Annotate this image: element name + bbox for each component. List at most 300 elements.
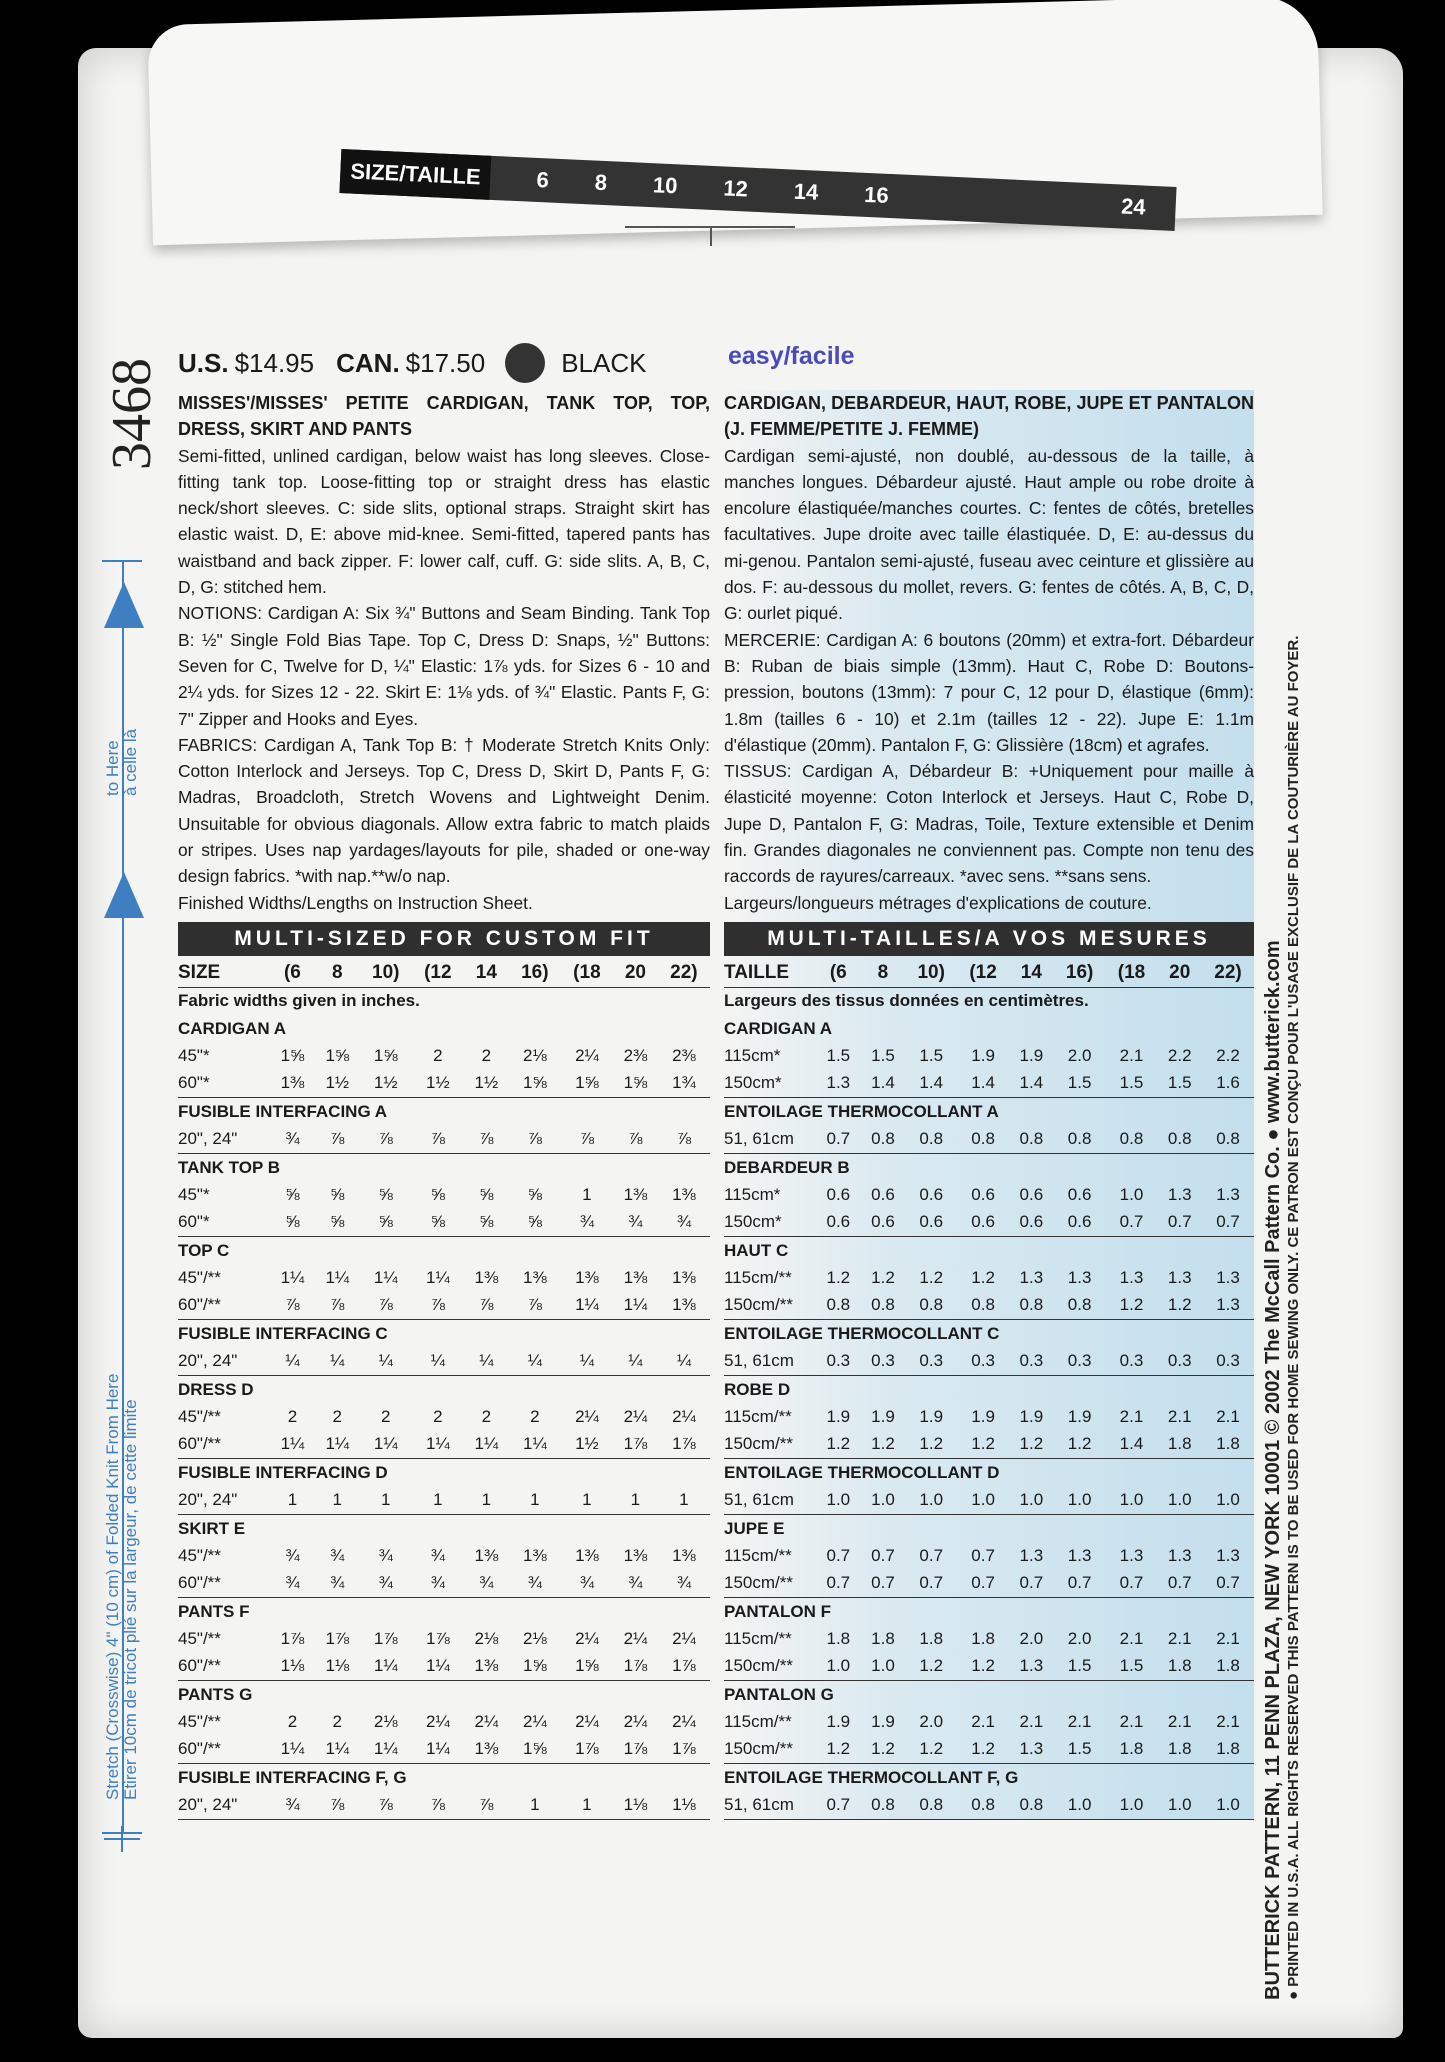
- yardage-cell: 1: [270, 1487, 315, 1515]
- size-header-row: [178, 960, 710, 988]
- yardage-cell: 1.8: [1202, 1431, 1254, 1459]
- section-name: ENTOILAGE THERMOCOLLANT F, G: [724, 1767, 1019, 1787]
- fabric-width-label: 150cm/**: [724, 1570, 816, 1598]
- yardage-cell: 1.8: [826, 1629, 851, 1649]
- yardage-cell: ¾: [430, 1546, 445, 1566]
- yardage-cell: 0.8: [1054, 1292, 1106, 1320]
- yardage-cell: 1.4: [861, 1070, 906, 1098]
- gauge-text: Etirer 10cm de tricot plié sur la largeur, de cette limite: [121, 1399, 140, 1800]
- section-row: [178, 1597, 710, 1626]
- yardage-cell: ⅞: [315, 1292, 360, 1320]
- yardage-cell: 1½: [561, 1431, 613, 1459]
- yardage-cell: 1.4: [1009, 1070, 1054, 1098]
- yardage-cell: 0.7: [1157, 1209, 1202, 1237]
- yardage-cell: 1⅞: [373, 1629, 398, 1649]
- section-row: [724, 1015, 1254, 1043]
- fabrics-label: TISSUS:: [724, 761, 792, 782]
- yardage-cell: ⅞: [464, 1292, 509, 1320]
- yardage-cell: 1.3: [1216, 1185, 1240, 1205]
- yardage-cell: 1⅛: [315, 1653, 360, 1681]
- fabric-width-label: 115cm*: [724, 1185, 781, 1205]
- yardage-cell: 2⅛: [522, 1629, 547, 1649]
- yardage-cell: ⅞: [509, 1126, 561, 1154]
- yardage-cell: 1⅞: [280, 1629, 305, 1649]
- size-bar-size: 8: [594, 169, 608, 196]
- size-column-header: 14: [464, 960, 509, 988]
- yardage-cell: ⅞: [412, 1126, 464, 1154]
- yardage-cell: 2.1: [1067, 1712, 1092, 1732]
- yardage-cell: 1⅛: [270, 1653, 315, 1681]
- section-row: [724, 1763, 1254, 1792]
- section-name: TANK TOP B: [178, 1157, 281, 1177]
- yardage-cell: 0.8: [1009, 1292, 1054, 1320]
- yardage-cell: 0.7: [816, 1126, 861, 1154]
- size-column-header: 14: [1009, 960, 1054, 988]
- yardage-cell: 1.8: [1106, 1736, 1158, 1764]
- en-description: Semi-fitted, unlined cardigan, below waist has long sleeves. Close-fitting tank top. Loose-fitting top or straight dress has elastic neck/short sleeves. C: side slits, optional straps. Straight skirt has elastic waist. D, E: above mid-knee. Semi-fitted, tapered pants has waistband and back zipper. F: lower calf, cuff. G: side slits. A, B, C, D, G: stitched hem.: [178, 445, 710, 598]
- fabric-width-label: 115cm/**: [724, 1407, 792, 1427]
- yardage-cell: 1.6: [1202, 1070, 1254, 1098]
- yardage-cell: 1.8: [1202, 1653, 1254, 1681]
- size-column-header: 22): [1202, 960, 1254, 988]
- size-column-header: 8: [315, 960, 360, 988]
- table-row: [724, 1265, 1254, 1292]
- fabric-width-label: 45"*: [178, 1185, 210, 1205]
- yardage-cell: 2.1: [1216, 1629, 1240, 1649]
- yardage-cell: 1.0: [861, 1653, 906, 1681]
- section-name: ENTOILAGE THERMOCOLLANT D: [724, 1462, 1000, 1482]
- size-bar-size: 12: [722, 175, 749, 202]
- yardage-cell: 1.2: [1054, 1431, 1106, 1459]
- crosshair-mark: [121, 1826, 123, 1852]
- yardage-cell: ⅞: [315, 1792, 360, 1820]
- section-name: ROBE D: [724, 1379, 791, 1399]
- yardage-cell: 1⅞: [658, 1431, 710, 1459]
- yardage-cell: 1¼: [360, 1431, 412, 1459]
- yardage-cell: ¾: [360, 1570, 412, 1598]
- yardage-cell: 1⅝: [373, 1046, 398, 1066]
- section-name: DRESS D: [178, 1379, 254, 1399]
- yardage-cell: 1⅜: [658, 1292, 710, 1320]
- yardage-cell: 0.7: [919, 1546, 944, 1566]
- yardage-cell: 0.3: [816, 1348, 861, 1376]
- section-row: [724, 1319, 1254, 1348]
- yardage-cell: 2: [530, 1407, 540, 1427]
- yardage-cell: 0.8: [1202, 1126, 1254, 1154]
- yardage-cell: 2⅜: [672, 1046, 696, 1066]
- yardage-cell: 1.3: [1067, 1546, 1092, 1566]
- yardage-cell: ¾: [613, 1209, 658, 1237]
- yardage-cell: 1.9: [826, 1407, 851, 1427]
- yardage-cell: 1.0: [1054, 1487, 1106, 1515]
- yardage-cell: 0.8: [957, 1126, 1009, 1154]
- yardage-cell: 1: [561, 1792, 613, 1820]
- yardage-cell: 0.3: [905, 1348, 957, 1376]
- size-bar-size: 14: [793, 178, 819, 205]
- yardage-cell: 1¼: [315, 1431, 360, 1459]
- yardage-cell: 1.0: [1106, 1487, 1158, 1515]
- yardage-cell: 1⅜: [464, 1736, 509, 1764]
- size-column-header: 10): [905, 960, 957, 988]
- gauge-text: to Here: [103, 740, 122, 796]
- yardage-cell: ¾: [270, 1126, 315, 1154]
- fabric-width-label: 51, 61cm: [724, 1126, 816, 1154]
- yardage-cell: 1⅞: [426, 1629, 450, 1649]
- yardage-cell: 1.0: [1202, 1487, 1254, 1515]
- fabric-width-label: 115cm/**: [724, 1629, 792, 1649]
- yardage-cell: 2.1: [1167, 1712, 1192, 1732]
- table-row: [178, 1404, 710, 1431]
- yardage-cell: 1⅜: [474, 1268, 499, 1288]
- fabric-width-label: 60"/**: [178, 1736, 270, 1764]
- yardage-cell: 2.1: [1167, 1629, 1192, 1649]
- yardage-cell: 1.9: [1019, 1046, 1044, 1066]
- yardage-cell: ⅝: [285, 1185, 300, 1205]
- yardage-cell: 1.3: [1119, 1268, 1144, 1288]
- yardage-cell: 0.6: [1009, 1209, 1054, 1237]
- yardage-cell: ¼: [464, 1348, 509, 1376]
- yardage-cell: 0.8: [905, 1126, 957, 1154]
- yardage-cell: 1¼: [270, 1736, 315, 1764]
- notions-text: Cardigan A: 6 boutons (20mm) et extra-fort. Débardeur B: Ruban de biais simple (13mm). Haut C, Robe D: Boutons-pression, boutons (13mm): 7 pour C, 12 pour D, élastique (6mm): 1.8m (tailles 6 - 10) et 2.1m (tailles 12 - 22). Jupe E: 1.1m d'élastique (20mm). Pantalon F, G: Glissière (18cm) et agrafes.: [724, 629, 1254, 755]
- size-bar-size: 24: [1120, 193, 1147, 220]
- yardage-cell: 1¼: [509, 1431, 561, 1459]
- size-bar-size: 10: [652, 172, 679, 199]
- yardage-cell: ⅞: [613, 1126, 658, 1154]
- yardage-cell: ¾: [464, 1570, 509, 1598]
- size-column-header: (12: [412, 960, 464, 988]
- fabric-width-label: 51, 61cm: [724, 1348, 816, 1376]
- yardage-cell: 1.2: [861, 1431, 906, 1459]
- section-name: SKIRT E: [178, 1518, 246, 1538]
- table-row: [724, 1348, 1254, 1376]
- yardage-cell: 1⅜: [464, 1653, 509, 1681]
- yardage-cell: ¼: [509, 1348, 561, 1376]
- yardage-cell: 0.7: [1202, 1209, 1254, 1237]
- yardage-cell: 1.5: [919, 1046, 944, 1066]
- yardage-cell: 2.1: [1167, 1407, 1192, 1427]
- yardage-cell: ¾: [285, 1546, 300, 1566]
- yardage-cell: 1.5: [1106, 1653, 1158, 1681]
- yardage-cell: 1⅝: [509, 1653, 561, 1681]
- yardage-cell: 2: [332, 1407, 342, 1427]
- yardage-cell: 0.8: [957, 1292, 1009, 1320]
- yardage-cell: 1⅜: [522, 1268, 547, 1288]
- yardage-cell: 1⅜: [623, 1185, 648, 1205]
- fabric-width-label: 60"/**: [178, 1570, 270, 1598]
- yardage-cell: 0.7: [1009, 1570, 1054, 1598]
- yardage-cell: 0.8: [905, 1292, 957, 1320]
- yardage-cell: 1.3: [1202, 1292, 1254, 1320]
- yardage-cell: 1.2: [957, 1653, 1009, 1681]
- yardage-cell: 1¼: [373, 1268, 398, 1288]
- yardage-cell: 1⅜: [522, 1546, 547, 1566]
- french-column: [724, 390, 1254, 1820]
- yardage-cell: ⅞: [315, 1126, 360, 1154]
- section-row: [724, 1236, 1254, 1265]
- yardage-cell: 1⅞: [561, 1736, 613, 1764]
- yardage-cell: 1: [561, 1487, 613, 1515]
- yardage-cell: 1.3: [1216, 1268, 1240, 1288]
- yardage-cell: 1.5: [1054, 1736, 1106, 1764]
- yardage-cell: 1.0: [1106, 1792, 1158, 1820]
- yardage-cell: ⅝: [360, 1209, 412, 1237]
- table-row: [178, 1543, 710, 1570]
- yardage-cell: 1¾: [658, 1070, 710, 1098]
- fabric-width-label: 60"/**: [178, 1292, 270, 1320]
- size-column-header: 20: [613, 960, 658, 988]
- yardage-cell: 1.8: [919, 1629, 944, 1649]
- fabric-width-label: 20", 24": [178, 1487, 270, 1515]
- yardage-cell: 2¼: [672, 1712, 696, 1732]
- section-name: TOP C: [178, 1240, 230, 1260]
- yardage-cell: 1¼: [280, 1268, 305, 1288]
- size-column-header: (12: [957, 960, 1009, 988]
- yardage-cell: 0.6: [826, 1185, 851, 1205]
- yardage-cell: 2¼: [575, 1046, 599, 1066]
- yardage-cell: 2¼: [575, 1629, 599, 1649]
- difficulty-label: easy/facile: [728, 342, 855, 370]
- section-row: [178, 1015, 710, 1043]
- yardage-cell: 0.3: [1009, 1348, 1054, 1376]
- table-row: [724, 1292, 1254, 1320]
- yardage-cell: 1⅜: [623, 1546, 648, 1566]
- yardage-cell: 0.6: [905, 1209, 957, 1237]
- fabric-width-label: 45"/**: [178, 1268, 221, 1288]
- widths-note-row: [724, 987, 1254, 1015]
- yardage-cell: 0.8: [816, 1292, 861, 1320]
- yardage-cell: 1: [613, 1487, 658, 1515]
- publisher-line: BUTTERICK PATTERN, 11 PENN PLAZA, NEW YORK 10001 © 2002 The McCall Pattern Co. ● www.butterick.com: [1262, 940, 1284, 2000]
- yardage-cell: 2⅛: [373, 1712, 398, 1732]
- yardage-cell: ⅞: [360, 1292, 412, 1320]
- yardage-cell: 2⅜: [623, 1046, 648, 1066]
- section-name: CARDIGAN A: [178, 1018, 286, 1038]
- english-column: [178, 390, 710, 1820]
- yardage-cell: ⅞: [464, 1126, 509, 1154]
- yardage-cell: 1⅞: [613, 1653, 658, 1681]
- yardage-cell: ¾: [613, 1570, 658, 1598]
- yardage-cell: 0.6: [871, 1185, 895, 1205]
- yardage-cell: 0.6: [1019, 1185, 1044, 1205]
- section-row: [178, 1097, 710, 1126]
- yardage-cell: 1: [315, 1487, 360, 1515]
- yardage-cell: 1⅝: [280, 1046, 305, 1066]
- yardage-cell: 1.5: [826, 1046, 851, 1066]
- yardage-cell: 1: [464, 1487, 509, 1515]
- fabric-width-label: 150cm/**: [724, 1736, 816, 1764]
- gauge-label-top: [104, 729, 140, 796]
- table-row: [178, 1043, 710, 1070]
- yardage-cell: ¼: [270, 1348, 315, 1376]
- yardage-cell: 1.0: [1009, 1487, 1054, 1515]
- yardage-cell: 1.9: [919, 1407, 944, 1427]
- yardage-cell: 1.0: [957, 1487, 1009, 1515]
- yardage-cell: 0.3: [957, 1348, 1009, 1376]
- yardage-cell: 1.2: [1009, 1431, 1054, 1459]
- yardage-cell: 2¼: [522, 1712, 547, 1732]
- table-row: [724, 1126, 1254, 1154]
- yardage-cell: 1.2: [861, 1736, 906, 1764]
- yardage-cell: 2: [481, 1046, 492, 1066]
- yardage-cell: ⅝: [464, 1209, 509, 1237]
- yardage-cell: 0.7: [1106, 1209, 1158, 1237]
- size-column-header: (6: [270, 960, 315, 988]
- yardage-cell: 1⅝: [561, 1070, 613, 1098]
- yardage-cell: 2¼: [426, 1712, 450, 1732]
- yardage-cell: 0.3: [1157, 1348, 1202, 1376]
- yardage-cell: ⅝: [315, 1209, 360, 1237]
- yardage-cell: 0.7: [1157, 1570, 1202, 1598]
- yardage-cell: ⅞: [270, 1292, 315, 1320]
- table-row: [724, 1626, 1254, 1653]
- size-column-header: 20: [1157, 960, 1202, 988]
- yardage-cell: 2.0: [1019, 1629, 1044, 1649]
- yardage-cell: ⅝: [527, 1185, 542, 1205]
- yardage-cell: 1½: [360, 1070, 412, 1098]
- yardage-cell: 2.1: [1119, 1407, 1144, 1427]
- yardage-cell: ¾: [658, 1570, 710, 1598]
- yardage-cell: 1⅜: [575, 1546, 599, 1566]
- yardage-cell: 2.1: [1119, 1046, 1144, 1066]
- fr-banner: MULTI-TAILLES/A VOS MESURES: [724, 922, 1254, 956]
- section-name: FUSIBLE INTERFACING F, G: [178, 1767, 407, 1787]
- yardage-cell: 0.8: [1157, 1126, 1202, 1154]
- table-row: [724, 1653, 1254, 1681]
- yardage-cell: 0.8: [1054, 1126, 1106, 1154]
- table-row: [724, 1709, 1254, 1736]
- yardage-cell: 0.6: [816, 1209, 861, 1237]
- yardage-cell: 1.0: [905, 1487, 957, 1515]
- yardage-cell: 1.0: [816, 1653, 861, 1681]
- section-row: [724, 1514, 1254, 1543]
- yardage-cell: 2.1: [1216, 1407, 1240, 1427]
- yardage-cell: 1: [509, 1792, 561, 1820]
- yardage-cell: 1: [509, 1487, 561, 1515]
- yardage-cell: 0.6: [861, 1209, 906, 1237]
- yardage-cell: 2¼: [623, 1407, 648, 1427]
- yardage-cell: ⅞: [360, 1792, 412, 1820]
- yardage-cell: 2¼: [575, 1712, 599, 1732]
- section-name: JUPE E: [724, 1518, 785, 1538]
- yardage-cell: 1½: [315, 1070, 360, 1098]
- can-price: $17.50: [405, 347, 486, 378]
- yardage-cell: 1⅞: [658, 1736, 710, 1764]
- section-name: HAUT C: [724, 1240, 789, 1260]
- yardage-cell: 1¼: [315, 1736, 360, 1764]
- yardage-cell: 2: [433, 1407, 443, 1427]
- yardage-cell: 0.6: [1067, 1185, 1092, 1205]
- yardage-cell: 1.9: [871, 1712, 895, 1732]
- fabrics-text: Cardigan A, Tank Top B: † Moderate Stretch Knits Only: Cotton Interlock and Jerseys. Top C, Dress D, Skirt D, Pants F, G: Madras, Broadcloth, Stretch Wovens and Lightweight Denim. Unsuitable for obvious diagonals. Allow extra fabric to match plaids or stripes. Uses nap yardages/layouts for pile, shaded or one-way design fabrics. *with nap.**w/o nap.: [178, 734, 710, 887]
- yardage-cell: 2¼: [623, 1712, 648, 1732]
- yardage-cell: 2¼: [672, 1407, 696, 1427]
- yardage-cell: ¾: [561, 1570, 613, 1598]
- yardage-cell: ¾: [561, 1209, 613, 1237]
- section-row: [724, 1153, 1254, 1182]
- yardage-cell: 2: [433, 1046, 443, 1066]
- fabric-width-label: 115cm*: [724, 1046, 781, 1066]
- yardage-cell: ⅝: [378, 1185, 393, 1205]
- yardage-cell: 1.0: [816, 1487, 861, 1515]
- yardage-cell: 1⅜: [672, 1185, 696, 1205]
- yardage-cell: 1.3: [1167, 1268, 1192, 1288]
- yardage-cell: 1.2: [905, 1736, 957, 1764]
- section-name: FUSIBLE INTERFACING A: [178, 1101, 388, 1121]
- yardage-cell: ⅝: [330, 1185, 345, 1205]
- yardage-cell: 0.6: [957, 1209, 1009, 1237]
- yardage-cell: 1⅜: [672, 1268, 696, 1288]
- yardage-cell: 1.5: [1054, 1653, 1106, 1681]
- size-column-header: (6: [816, 960, 861, 988]
- fabric-width-label: 45"/**: [178, 1546, 221, 1566]
- gauge-text: à celle là: [121, 728, 140, 796]
- yardage-cell: ¼: [561, 1348, 613, 1376]
- table-row: [178, 1570, 710, 1598]
- yardage-cell: 0.3: [861, 1348, 906, 1376]
- yardage-cell: 2⅛: [474, 1629, 499, 1649]
- yardage-cell: ⅝: [509, 1209, 561, 1237]
- yardage-cell: 1.3: [1067, 1268, 1092, 1288]
- yardage-cell: 0.8: [1009, 1126, 1054, 1154]
- fabric-width-label: 115cm/**: [724, 1712, 792, 1732]
- yardage-cell: 1⅞: [613, 1736, 658, 1764]
- yardage-cell: 1.2: [871, 1268, 895, 1288]
- fabric-width-label: 60"/**: [178, 1653, 270, 1681]
- yardage-cell: 2.1: [1019, 1712, 1044, 1732]
- yardage-cell: 0.3: [1054, 1348, 1106, 1376]
- yardage-cell: ⅞: [412, 1292, 464, 1320]
- size-column-header: (18: [1106, 960, 1158, 988]
- fabric-width-label: 60"*: [178, 1070, 270, 1098]
- section-row: [178, 1236, 710, 1265]
- yardage-cell: 1⅝: [325, 1046, 350, 1066]
- yardage-cell: 1⅞: [658, 1653, 710, 1681]
- yardage-cell: 1.0: [861, 1487, 906, 1515]
- table-row: [178, 1653, 710, 1681]
- table-row: [178, 1070, 710, 1098]
- section-row: [178, 1680, 710, 1709]
- yardage-cell: 1⅜: [623, 1268, 648, 1288]
- table-row: [178, 1265, 710, 1292]
- yardage-cell: 0.6: [919, 1185, 944, 1205]
- yardage-cell: 1.8: [871, 1629, 895, 1649]
- yardage-cell: 0.3: [1106, 1348, 1158, 1376]
- yardage-cell: 1¼: [325, 1268, 350, 1288]
- table-row: [178, 1487, 710, 1515]
- table-row: [724, 1043, 1254, 1070]
- table-row: [724, 1431, 1254, 1459]
- yardage-cell: ¼: [412, 1348, 464, 1376]
- yardage-cell: 1: [412, 1487, 464, 1515]
- size-label: SIZE: [178, 960, 270, 988]
- yardage-cell: 0.8: [861, 1126, 906, 1154]
- section-row: [178, 1763, 710, 1792]
- yardage-cell: 1.3: [1167, 1546, 1192, 1566]
- yardage-cell: ⅝: [412, 1209, 464, 1237]
- yardage-cell: 2.0: [1067, 1629, 1092, 1649]
- yardage-cell: ¾: [315, 1570, 360, 1598]
- section-name: PANTS F: [178, 1601, 250, 1621]
- table-row: [724, 1404, 1254, 1431]
- yardage-cell: 2.2: [1216, 1046, 1240, 1066]
- yardage-cell: 1¼: [412, 1431, 464, 1459]
- yardage-cell: ¾: [330, 1546, 345, 1566]
- fabric-width-label: 45"/**: [178, 1629, 221, 1649]
- yardage-cell: 1⅝: [509, 1736, 561, 1764]
- yardage-cell: 1.2: [957, 1431, 1009, 1459]
- yardage-cell: 0.8: [861, 1792, 906, 1820]
